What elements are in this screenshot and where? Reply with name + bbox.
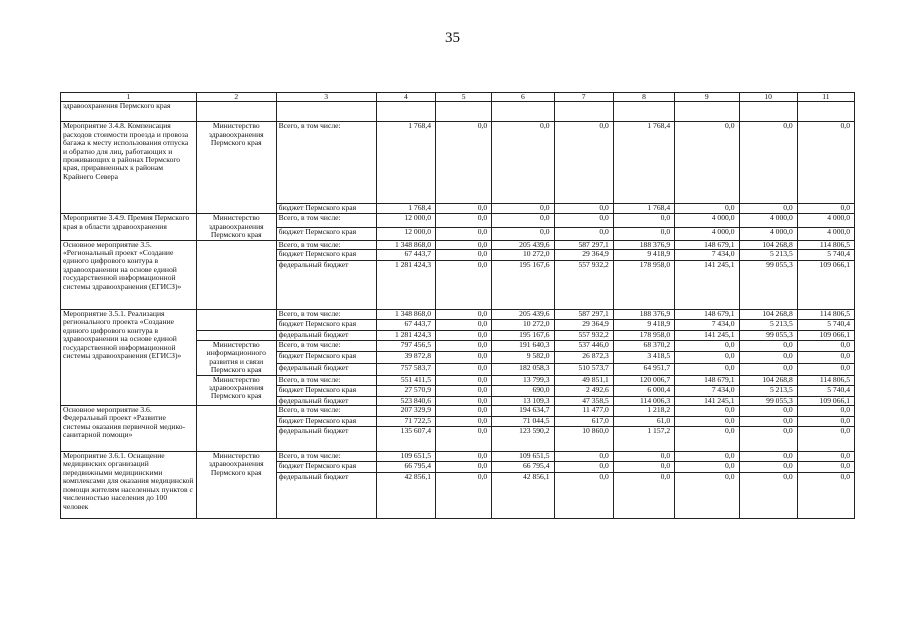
amount-cell: 0,0 [675, 204, 739, 214]
amount-cell: 178 958,0 [613, 331, 674, 341]
amount-cell: 587 297,1 [554, 240, 613, 249]
source-cell: федеральный бюджет [276, 331, 376, 341]
amount-cell: 537 446,0 [554, 341, 613, 352]
amount-cell: 0,0 [675, 122, 739, 204]
source-cell: бюджет Пермского края [276, 417, 376, 427]
amount-cell: 690,0 [492, 385, 554, 396]
amount-cell: 0,0 [613, 228, 674, 241]
amount-cell: 27 570,9 [376, 385, 435, 396]
amount-cell: 510 573,7 [554, 364, 613, 375]
executor-cell: Министерство здравоохранения Пермского края [196, 122, 276, 214]
amount-cell: 0,0 [554, 204, 613, 214]
amount-cell: 188 376,9 [613, 310, 674, 320]
amount-cell: 194 634,7 [492, 406, 554, 417]
amount-cell: 757 583,7 [376, 364, 435, 375]
amount-cell: 0,0 [554, 214, 613, 228]
amount-cell: 114 806,5 [797, 240, 854, 249]
amount-cell: 99 055,3 [739, 261, 797, 310]
amount-cell: 182 058,3 [492, 364, 554, 375]
source-cell: федеральный бюджет [276, 364, 376, 375]
amount-cell: 26 872,3 [554, 352, 613, 364]
executor-cell: Министерство информационного развития и связи Пермского края [196, 341, 276, 376]
amount-cell: 0,0 [739, 352, 797, 364]
column-header: 5 [436, 93, 492, 102]
amount-cell: 5 740,4 [797, 385, 854, 396]
amount-cell: 0,0 [797, 352, 854, 364]
amount-cell: 0,0 [613, 473, 674, 519]
amount-cell: 1 218,2 [613, 406, 674, 417]
amount-cell: 123 590,2 [492, 427, 554, 452]
amount-cell: 104 268,8 [739, 310, 797, 320]
amount-cell: 10 860,0 [554, 427, 613, 452]
amount-cell: 587 297,1 [554, 310, 613, 320]
amount-cell: 0,0 [436, 352, 492, 364]
amount-cell: 1 157,2 [613, 427, 674, 452]
column-header: 10 [739, 93, 797, 102]
amount-cell: 66 795,4 [492, 462, 554, 473]
executor-cell [196, 240, 276, 309]
activity-cell: Мероприятие 3.4.8. Компенсация расходов стоимости проезда и провоза багажа к месту использования отпуска и обратно для лиц, работающих и проживающих в районах Пермского края, приравненных к районам Крайнего Севера [61, 122, 197, 214]
amount-cell: 0,0 [436, 427, 492, 452]
amount-cell: 5 213,5 [739, 250, 797, 261]
amount-cell: 523 840,6 [376, 396, 435, 405]
table-row [61, 310, 855, 320]
amount-cell: 114 006,3 [613, 396, 674, 405]
source-cell: федеральный бюджет [276, 473, 376, 519]
amount-cell: 3 418,5 [613, 352, 674, 364]
source-cell: бюджет Пермского края [276, 204, 376, 214]
source-cell: бюджет Пермского края [276, 352, 376, 364]
amount-cell: 0,0 [675, 406, 739, 417]
amount-cell: 114 806,5 [797, 375, 854, 385]
amount-cell: 7 434,0 [675, 320, 739, 331]
source-cell: бюджет Пермского края [276, 250, 376, 261]
amount-cell: 551 411,5 [376, 375, 435, 385]
amount-cell: 7 434,0 [675, 250, 739, 261]
source-cell: федеральный бюджет [276, 396, 376, 405]
amount-cell: 0,0 [436, 204, 492, 214]
amount-cell: 99 055,3 [739, 396, 797, 405]
amount-cell: 148 679,1 [675, 310, 739, 320]
activity-cell: Мероприятие 3.5.1. Реализация регионального проекта «Создание единого цифрового контура в здравоохранении на основе единой государственной информационной системы здравоохранения (ЕГИСЗ)» [61, 310, 197, 406]
amount-cell: 13 799,3 [492, 375, 554, 385]
amount-cell: 141 245,1 [675, 261, 739, 310]
amount-cell: 0,0 [436, 375, 492, 385]
amount-cell: 617,0 [554, 417, 613, 427]
source-cell: федеральный бюджет [276, 261, 376, 310]
amount-cell: 205 439,6 [492, 310, 554, 320]
amount-cell: 61,0 [613, 417, 674, 427]
amount-cell [376, 102, 435, 122]
column-header: 11 [797, 93, 854, 102]
amount-cell: 0,0 [739, 473, 797, 519]
amount-cell: 0,0 [436, 214, 492, 228]
page-number: 35 [445, 30, 460, 46]
source-cell [276, 102, 376, 122]
amount-cell: 99 055,3 [739, 331, 797, 341]
amount-cell: 0,0 [492, 204, 554, 214]
source-cell: Всего, в том числе: [276, 406, 376, 417]
table-row [61, 452, 855, 462]
amount-cell: 12 000,0 [376, 214, 435, 228]
amount-cell: 195 167,6 [492, 331, 554, 341]
column-header: 7 [554, 93, 613, 102]
amount-cell: 1 768,4 [613, 122, 674, 204]
amount-cell: 557 932,2 [554, 261, 613, 310]
amount-cell: 29 364,9 [554, 320, 613, 331]
amount-cell: 0,0 [492, 228, 554, 241]
amount-cell: 11 477,0 [554, 406, 613, 417]
amount-cell: 148 679,1 [675, 375, 739, 385]
amount-cell: 5 213,5 [739, 320, 797, 331]
amount-cell: 0,0 [436, 385, 492, 396]
amount-cell: 1 281 424,3 [376, 331, 435, 341]
column-header: 6 [492, 93, 554, 102]
source-cell: Всего, в том числе: [276, 452, 376, 462]
amount-cell: 0,0 [436, 240, 492, 249]
amount-cell: 0,0 [675, 462, 739, 473]
amount-cell: 0,0 [797, 452, 854, 462]
amount-cell: 0,0 [436, 228, 492, 241]
column-header: 4 [376, 93, 435, 102]
amount-cell: 195 167,6 [492, 261, 554, 310]
amount-cell: 191 640,3 [492, 341, 554, 352]
amount-cell: 0,0 [675, 364, 739, 375]
amount-cell: 0,0 [436, 396, 492, 405]
amount-cell: 42 856,1 [376, 473, 435, 519]
amount-cell: 9 418,9 [613, 250, 674, 261]
activity-cell: Мероприятие 3.4.9. Премия Пермского края в области здравоохранения [61, 214, 197, 240]
amount-cell: 0,0 [797, 427, 854, 452]
amount-cell: 0,0 [675, 452, 739, 462]
activity-cell: Основное мероприятие 3.6. Федеральный проект «Развитие системы оказания первичной медико-санитарной помощи» [61, 406, 197, 452]
source-cell: Всего, в том числе: [276, 240, 376, 249]
amount-cell: 0,0 [436, 462, 492, 473]
amount-cell: 0,0 [675, 473, 739, 519]
source-cell: бюджет Пермского края [276, 228, 376, 241]
source-cell: Всего, в том числе: [276, 375, 376, 385]
amount-cell: 178 958,0 [613, 261, 674, 310]
amount-cell: 109 651,5 [492, 452, 554, 462]
column-header: 1 [61, 93, 197, 102]
amount-cell: 0,0 [739, 417, 797, 427]
amount-cell: 104 268,8 [739, 375, 797, 385]
amount-cell: 0,0 [436, 331, 492, 341]
amount-cell: 207 329,9 [376, 406, 435, 417]
amount-cell: 64 951,7 [613, 364, 674, 375]
amount-cell: 0,0 [554, 122, 613, 204]
amount-cell: 114 806,5 [797, 310, 854, 320]
activity-cell: здравоохранения Пермского края [61, 102, 197, 122]
amount-cell: 4 000,0 [675, 214, 739, 228]
column-header: 8 [613, 93, 674, 102]
table-row [61, 122, 855, 204]
amount-cell: 141 245,1 [675, 396, 739, 405]
column-header: 3 [276, 93, 376, 102]
amount-cell: 29 364,9 [554, 250, 613, 261]
amount-cell: 5 740,4 [797, 250, 854, 261]
amount-cell: 205 439,6 [492, 240, 554, 249]
table-row [61, 102, 855, 122]
amount-cell: 1 348 868,0 [376, 240, 435, 249]
amount-cell [554, 102, 613, 122]
executor-cell [196, 310, 276, 331]
amount-cell: 0,0 [492, 122, 554, 204]
amount-cell: 0,0 [797, 364, 854, 375]
amount-cell: 109 066,1 [797, 331, 854, 341]
amount-cell: 135 607,4 [376, 427, 435, 452]
amount-cell: 0,0 [739, 204, 797, 214]
amount-cell: 1 768,4 [376, 204, 435, 214]
amount-cell: 71 722,5 [376, 417, 435, 427]
amount-cell: 10 272,0 [492, 320, 554, 331]
amount-cell: 0,0 [739, 427, 797, 452]
amount-cell: 0,0 [436, 417, 492, 427]
amount-cell [492, 102, 554, 122]
amount-cell: 67 443,7 [376, 250, 435, 261]
amount-cell: 1 281 424,3 [376, 261, 435, 310]
amount-cell: 0,0 [739, 364, 797, 375]
amount-cell: 4 000,0 [739, 228, 797, 241]
column-number-row [61, 93, 855, 102]
amount-cell: 68 370,2 [613, 341, 674, 352]
amount-cell: 12 000,0 [376, 228, 435, 241]
activity-cell: Основное мероприятие 3.5. «Региональный проект «Создание единого цифрового контура в здравоохранении на основе единой государственной информационной системы здравоохранения (ЕГИСЗ)» [61, 240, 197, 309]
column-header: 2 [196, 93, 276, 102]
activity-cell: Мероприятие 3.6.1. Оснащение медицинских организаций передвижными медицинскими комплексами для оказания медицинской помощи жителям населенных пунктов с численностью населения до 100 человек [61, 452, 197, 519]
executor-cell: Министерство здравоохранения Пермского края [196, 375, 276, 405]
amount-cell: 0,0 [554, 228, 613, 241]
amount-cell: 557 932,2 [554, 331, 613, 341]
amount-cell: 0,0 [436, 261, 492, 310]
amount-cell: 0,0 [739, 406, 797, 417]
source-cell: федеральный бюджет [276, 427, 376, 452]
amount-cell [613, 102, 674, 122]
amount-cell: 1 768,4 [376, 122, 435, 204]
source-cell: бюджет Пермского края [276, 385, 376, 396]
source-cell: Всего, в том числе: [276, 310, 376, 320]
amount-cell: 188 376,9 [613, 240, 674, 249]
amount-cell [675, 102, 739, 122]
amount-cell [436, 102, 492, 122]
amount-cell: 0,0 [739, 462, 797, 473]
amount-cell: 0,0 [436, 473, 492, 519]
amount-cell: 4 000,0 [797, 228, 854, 241]
amount-cell: 71 044,5 [492, 417, 554, 427]
amount-cell: 1 768,4 [613, 204, 674, 214]
amount-cell: 120 006,7 [613, 375, 674, 385]
amount-cell: 0,0 [739, 341, 797, 352]
amount-cell: 39 872,8 [376, 352, 435, 364]
amount-cell: 9 418,9 [613, 320, 674, 331]
amount-cell: 0,0 [436, 122, 492, 204]
amount-cell: 0,0 [492, 214, 554, 228]
amount-cell: 0,0 [436, 364, 492, 375]
table-row [61, 240, 855, 249]
amount-cell: 1 348 868,0 [376, 310, 435, 320]
amount-cell: 5 740,4 [797, 320, 854, 331]
amount-cell: 141 245,1 [675, 331, 739, 341]
amount-cell: 66 795,4 [376, 462, 435, 473]
executor-cell [196, 102, 276, 122]
amount-cell: 797 456,5 [376, 341, 435, 352]
column-header: 9 [675, 93, 739, 102]
amount-cell: 0,0 [797, 341, 854, 352]
amount-cell: 0,0 [675, 427, 739, 452]
source-cell: Всего, в том числе: [276, 214, 376, 228]
amount-cell: 0,0 [436, 310, 492, 320]
amount-cell: 10 272,0 [492, 250, 554, 261]
amount-cell: 0,0 [797, 417, 854, 427]
amount-cell: 0,0 [675, 352, 739, 364]
executor-cell [196, 406, 276, 452]
budget-table [60, 92, 855, 519]
source-cell: Всего, в том числе: [276, 341, 376, 352]
amount-cell: 6 000,4 [613, 385, 674, 396]
amount-cell: 104 268,8 [739, 240, 797, 249]
amount-cell: 109 651,5 [376, 452, 435, 462]
amount-cell: 49 851,1 [554, 375, 613, 385]
amount-cell: 0,0 [739, 452, 797, 462]
amount-cell: 5 213,5 [739, 385, 797, 396]
amount-cell: 4 000,0 [675, 228, 739, 241]
amount-cell: 0,0 [613, 214, 674, 228]
amount-cell: 0,0 [436, 452, 492, 462]
amount-cell: 0,0 [797, 473, 854, 519]
amount-cell [739, 102, 797, 122]
amount-cell: 4 000,0 [797, 214, 854, 228]
amount-cell: 0,0 [613, 462, 674, 473]
amount-cell: 0,0 [613, 452, 674, 462]
amount-cell: 0,0 [436, 250, 492, 261]
amount-cell: 9 582,0 [492, 352, 554, 364]
amount-cell: 109 066,1 [797, 261, 854, 310]
amount-cell: 0,0 [797, 122, 854, 204]
amount-cell: 0,0 [797, 406, 854, 417]
amount-cell: 7 434,0 [675, 385, 739, 396]
amount-cell [797, 102, 854, 122]
amount-cell: 0,0 [436, 320, 492, 331]
amount-cell: 0,0 [675, 417, 739, 427]
amount-cell: 148 679,1 [675, 240, 739, 249]
amount-cell: 13 109,3 [492, 396, 554, 405]
amount-cell: 4 000,0 [739, 214, 797, 228]
executor-cell [196, 331, 276, 341]
executor-cell: Министерство здравоохранения Пермского края [196, 452, 276, 519]
amount-cell: 0,0 [554, 452, 613, 462]
table-row [61, 214, 855, 228]
executor-cell: Министерство здравоохранения Пермского края [196, 214, 276, 240]
source-cell: Всего, в том числе: [276, 122, 376, 204]
source-cell: бюджет Пермского края [276, 320, 376, 331]
amount-cell: 109 066,1 [797, 396, 854, 405]
amount-cell: 0,0 [436, 406, 492, 417]
amount-cell: 0,0 [675, 341, 739, 352]
table-row [61, 406, 855, 417]
amount-cell: 0,0 [797, 204, 854, 214]
amount-cell: 0,0 [554, 462, 613, 473]
amount-cell: 0,0 [436, 341, 492, 352]
amount-cell: 2 492,6 [554, 385, 613, 396]
source-cell: бюджет Пермского края [276, 462, 376, 473]
amount-cell: 67 443,7 [376, 320, 435, 331]
amount-cell: 0,0 [797, 462, 854, 473]
amount-cell: 47 358,5 [554, 396, 613, 405]
amount-cell: 0,0 [739, 122, 797, 204]
amount-cell: 42 856,1 [492, 473, 554, 519]
amount-cell: 0,0 [554, 473, 613, 519]
